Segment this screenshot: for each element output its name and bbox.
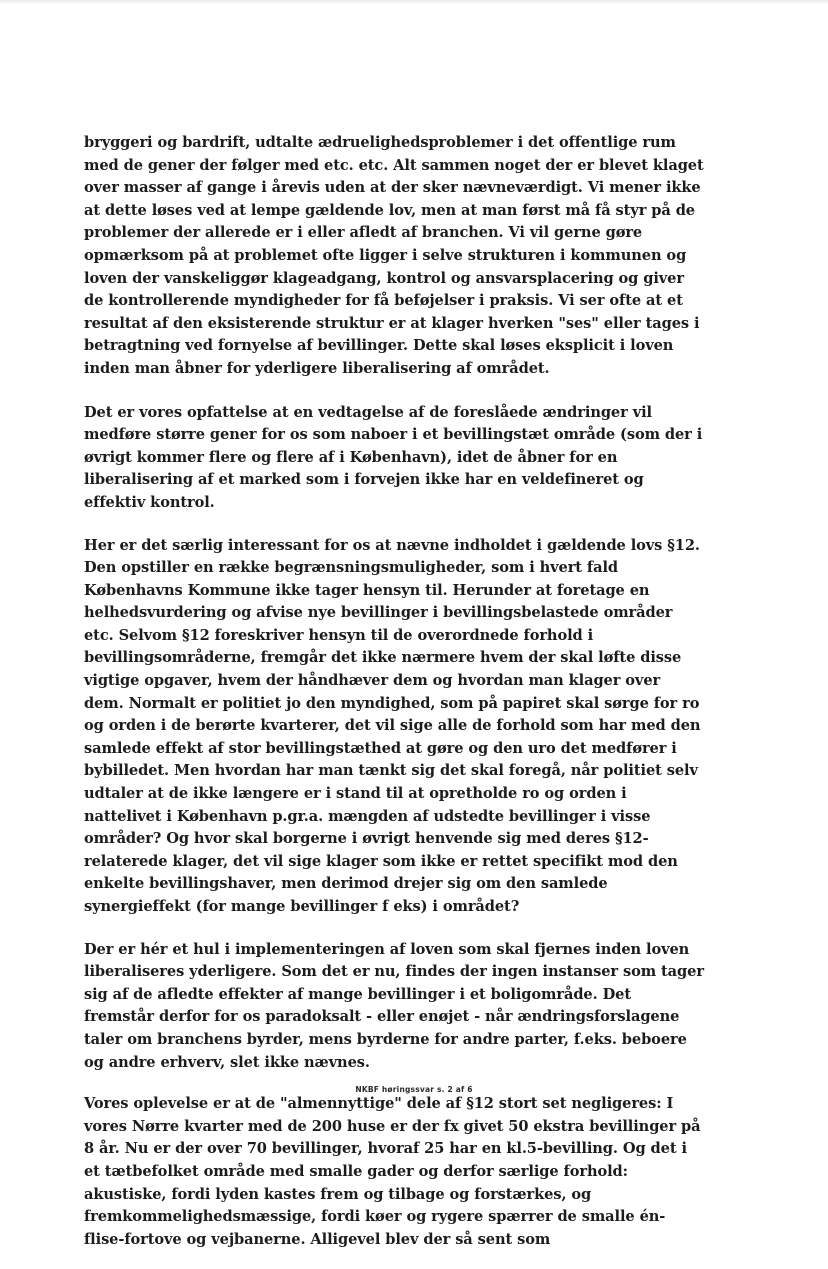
paragraph: Det er vores opfattelse at en vedtagelse af de foreslåede ændringer vil medføre større gener for os som naboer i et bevillingstæt område (som der i øvrigt kommer flere og flere af i København), idet de åbner for en liberalisering af et marked som i forvejen ikke har en veldefineret og effektiv kontrol. [84,403,703,511]
paragraph: Her er det særlig interessant for os at nævne indholdet i gældende lovs §12. Den opstiller en række begrænsningsmuligheder, som i hvert fald Københavns Kommune ikke tager hensyn til. Herunder at foretage en helhedsvurdering og afvise nye bevillinger i bevillingsbelastede områder etc. Selvom §12 foreskriver hensyn til de overordnede forhold i bevillingsområderne, fremgår det ikke nærmere hvem der skal løfte disse vigtige opgaver, hvem der håndhæver dem og hvordan man klager over dem. Normalt er politiet jo den myndighed, som på papiret skal sørge for ro og orden i de berørte kvarterer, det vil sige alle de forhold som har med den samlede effekt af stor bevillingstæthed at gøre og den uro det medfører i bybilledet. Men hvordan har man tænkt sig det skal foregå, når politiet selv udtaler at de ikke længere er i stand til at opretholde ro og orden i nattelivet i København p.gr.a. mængden af udstedte bevillinger i visse områder? Og hvor skal borgerne i øvrigt henvende sig med deres §12-relaterede klager, det vil sige klager som ikke er rettet specifikt mod den enkelte bevillingshaver, men derimod drejer sig om den samlede synergieffekt (for mange bevillinger f eks) i området? [84,536,701,915]
document-body [84,132,704,1269]
paragraph: Vores oplevelse er at de "almennyttige" dele af §12 stort set negligeres: I vores Nørre kvarter med de 200 huse er der fx givet 50 ekstra bevillinger på 8 år. Nu er der over 70 bevillinger, hvoraf 25 har en kl.5-bevilling. Og det i et tætbefolket område med smalle gader og derfor særlige forhold: akustiske, fordi lyden kastes frem og tilbage og forstærkes, og fremkommelighedsmæssige, fordi køer og rygere spærrer de smalle én-flise-fortove og vejbanerne. Alligevel blev der så sent som [84,1095,701,1248]
paragraph: Der er hér et hul i implementeringen af loven som skal fjernes inden loven liberaliseres yderligere. Som det er nu, findes der ingen instanser som tager sig af de afledte effekter af mange bevillinger i et boligområde. Det fremstår derfor for os paradoksalt - eller enøjet - når ændringsforslagene taler om branchens byrder, mens byrderne for andre parter, f.eks. beboere og andre erhverv, slet ikke nævnes. [84,940,704,1071]
scan-edge [0,0,828,4]
page-footer: NKBF høringssvar s. 2 af 6 [355,1085,473,1094]
paragraph: bryggeri og bardrift, udtalte ædruelighedsproblemer i det offentlige rum med de gener der følger med etc. etc. Alt sammen noget der er blevet klaget over masser af gange i årevis uden at der sker nævneværdigt. Vi mener ikke at dette løses ved at lempe gældende lov, men at man først må få styr på de problemer der allerede er i eller afledt af branchen. Vi vil gerne gøre opmærksom på at problemet ofte ligger i selve strukturen i kommunen og loven der vanskeliggør klageadgang, kontrol og ansvarsplacering og giver de kontrollerende myndigheder for få beføjelser i praksis. Vi ser ofte at et resultat af den eksisterende struktur er at klager hverken "ses" eller tages i betragtning ved fornyelse af bevillinger. Dette skal løses eksplicit i loven inden man åbner for yderligere liberalisering af området. [84,134,704,377]
